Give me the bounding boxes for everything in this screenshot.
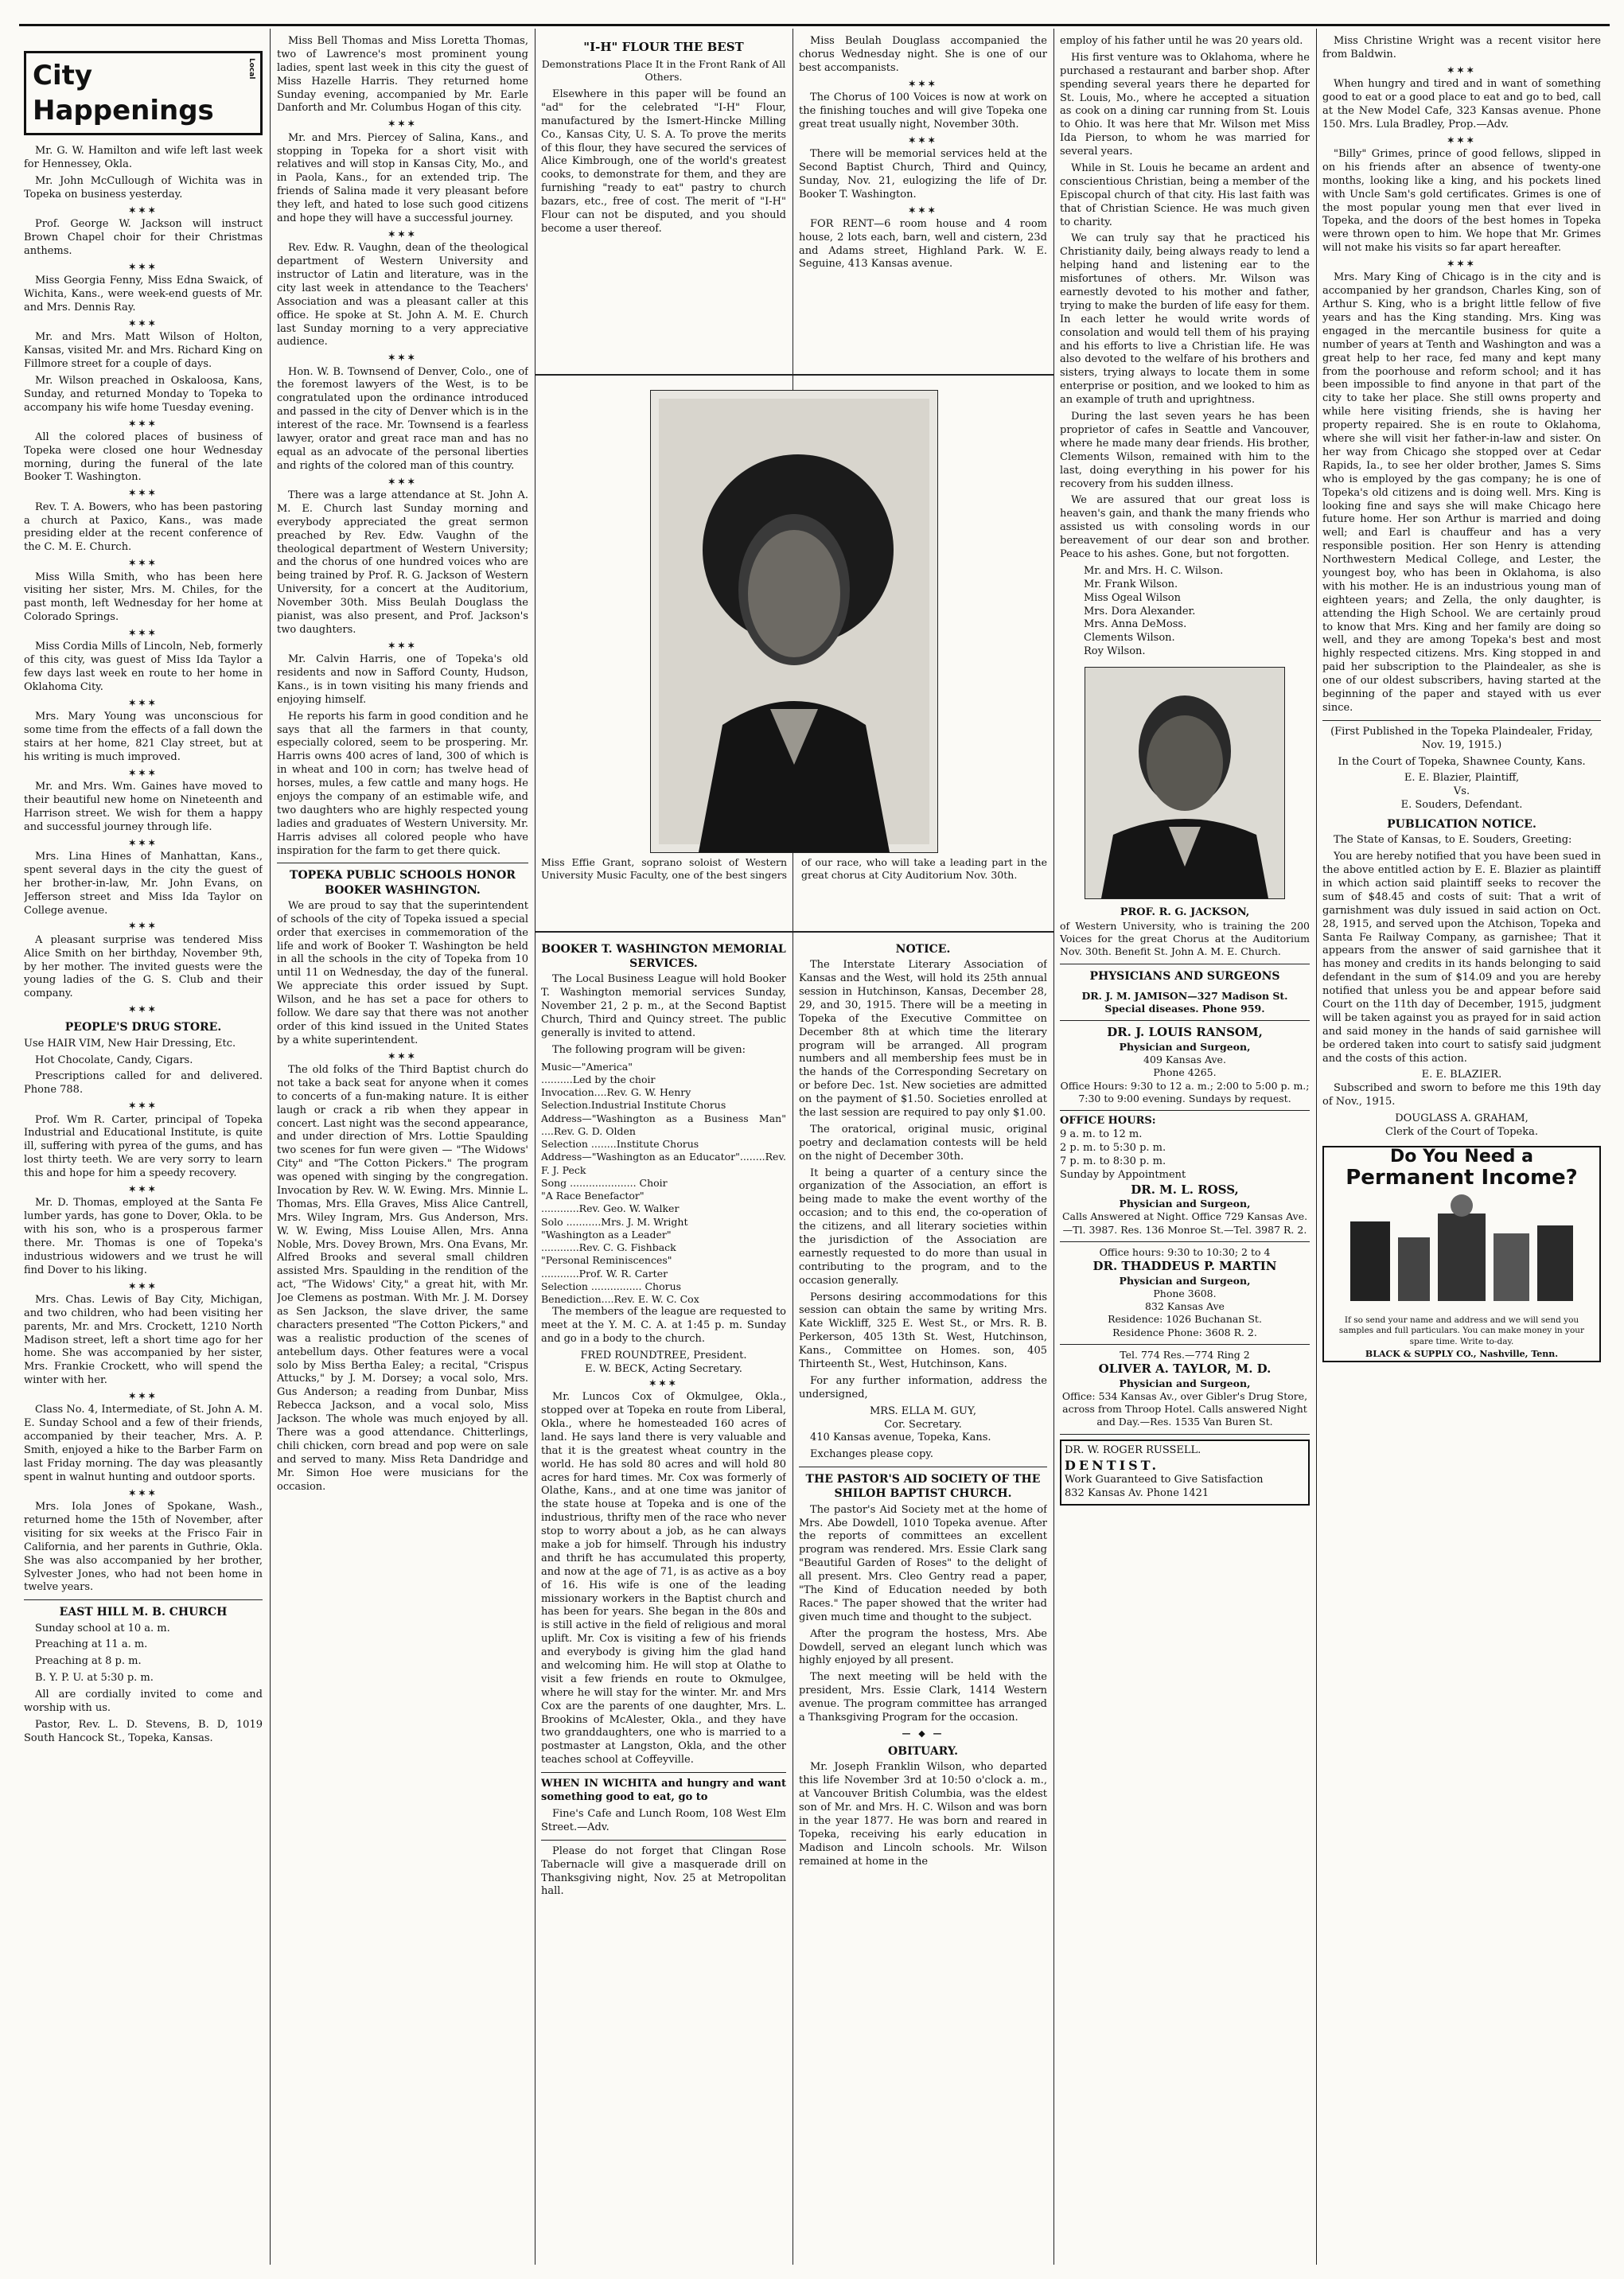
item: Miss Christine Wright was a recent visitor here from Baldwin.	[1322, 35, 1601, 60]
ross-name: DR. M. L. ROSS,	[1131, 1182, 1239, 1197]
separator: ✶✶✶	[128, 837, 158, 848]
separator: ✶✶✶	[388, 119, 418, 130]
program-line: Selection ................ Chorus	[541, 1280, 682, 1292]
item: Miss Beulah Douglass accompanied the chorus Wednesday night. She is one of our best accompanists.	[799, 35, 1047, 74]
program-list	[541, 1061, 786, 1307]
item: Mr. and Mrs. Wm. Gaines have moved to their beautiful new home on Nineteenth and Harrison street. We wish for them a happy and successful journey through life.	[24, 781, 263, 833]
ross-role: Physician and Surgeon,	[1119, 1198, 1251, 1210]
obituary-text: Mr. Joseph Franklin Wilson, who departed this life November 3rd at 10:50 o'clock a. m., at Vancouver British Columbia, was the eldest son of Mr. and Mrs. H. C. Wilson and was born in the year 1877. He was born and reared in Topeka, receiving his early education in Madison and Lincoln schools. Mr. Wilson remained at home in the	[799, 1761, 1047, 1868]
program-line: Song ..................... Choir	[541, 1176, 668, 1189]
item: A pleasant surprise was tendered Miss Alice Smith on her birthday, November 9th, by her mother. The invited guests were the young ladies of the G. S. Club and their company.	[24, 933, 263, 1000]
pastors-para: The pastor's Aid Society met at the home of Mrs. Abe Dowdell, 1010 Topeka avenue. After the reports of committees an excellent program was rendered. Mrs. Essie Clark sang "Beautiful Garden of Roses" to the delight of all present. Mrs. Cleo Gentry read a paper, "The Kind of Education needed by both Races." The paper showed that the writer had given much time and thought to the subject.	[799, 1503, 1047, 1623]
column-6	[1322, 35, 1601, 2263]
program-line: ............Rev. Geo. W. Walker	[541, 1202, 680, 1215]
separator: ✶✶✶	[128, 1004, 158, 1015]
martin-phone: Phone 3608.	[1153, 1287, 1217, 1299]
column-3-lower	[541, 937, 786, 2263]
church-line: Preaching at 8 p. m.	[35, 1655, 142, 1668]
item: The Chorus of 100 Voices is now at work on the finishing touches and will give Topeka one great treat usually night, November 30th.	[799, 91, 1047, 131]
separator: ✶✶✶	[128, 1391, 158, 1402]
income-foot: BLACK & SUPPLY CO., Nashville, Tenn.	[1365, 1349, 1559, 1360]
card-ransom	[1060, 1021, 1310, 1111]
separator: ✶✶✶	[1447, 259, 1477, 270]
item: Mr. John McCullough of Wichita was in Topeka on business yesterday.	[24, 175, 263, 201]
cox-item: Mr. Luncos Cox of Okmulgee, Okla., stopped over at Topeka en route from Liberal, Okla., where he homesteaded 160 acres of land. He says land there is very valuable and that it is the greatest wheat country in the world. He has sold 80 acres and will hold 80 acres for hard times. Mr. Cox was formerly of Olathe, Kans., and at one time was janitor of the state house at Topeka and is one of the industrious, thrifty men of the race who never stop to worry about a job, as he can always make a job for himself. Through his industry and thrift he has accumulated this property, and now at the age of 71, is as active as a boy of 16. His wife is one of the leading missionary workers in the Baptist church and has been for years. She began in the 80s and is still active in the field of religious and moral uplift. Mr. Cox is visiting a few of his friends and everybody is giving him the glad hand and welcoming him. He will stop at Olathe to visit a few friends en route to Okmulgee, where he will stay for the winter. Mr. and Mrs Cox are the parents of one daughter, Mrs. L. Brookins of McAlester, Okla., and they have two granddaughters, one who is married to a postmaster at Langston, Okla, and the other teaches school at Coffeyville.	[541, 1391, 786, 1767]
item: There will be memorial services held at the Second Baptist Church, Third and Quincy, Sunday, Nov. 21, eulogizing the life of Dr. Booker T. Washington.	[799, 147, 1047, 201]
item: Mr. D. Thomas, employed at the Santa Fe lumber yards, has gone to Dover, Okla. to be with his son, who is a prosperous farmer there. Mr. Thomas is one of Topeka's industrious widowers and we trust he will find Dover to his liking.	[24, 1197, 263, 1276]
program-line: "A Race Benefactor"	[541, 1190, 645, 1202]
separator: ✶✶✶	[128, 767, 158, 778]
obit-cont: We can truly say that he practiced his Christianity daily, being always ready to lend a helping hand and listening ear to the misfortunes of others. Mr. Wilson was earnestly devoted to his mother and father, trying to make the burden of life easy for them. In each letter he would write words of consolation and would tell them of his praying and his efforts to live a Christian life. He was also devoted to the welfare of his brothers and sisters, trying always to locate them in some enterprise or position, and we looked to him as an example of truth and uprightness.	[1060, 232, 1310, 407]
taylor-tel: Tel. 774 Res.—774 Ring 2	[1120, 1348, 1250, 1361]
item: All the colored places of business of Topeka were closed one hour Wednesday morning, during the funeral of the late Booker T. Washington.	[24, 430, 263, 484]
photo2-caption	[1060, 902, 1310, 964]
russell-role: DENTIST.	[1065, 1457, 1160, 1473]
separator: ✶✶✶	[908, 134, 938, 146]
separator: ✶✶✶	[128, 1183, 158, 1194]
family-member: Mr. Frank Wilson.	[1084, 578, 1178, 590]
legal-vs: Vs.	[1453, 785, 1470, 798]
divider	[541, 1840, 786, 1841]
item: Mr. and Mrs. Matt Wilson of Holton, Kansas, visited Mr. and Mrs. Richard King on Fillmore street for a couple of days.	[24, 331, 263, 370]
martin-res: Residence: 1026 Buchanan St.	[1108, 1313, 1262, 1326]
separator: ✶✶✶	[128, 261, 158, 272]
item: Rev. Edw. R. Vaughn, dean of the theological department of Western University and instructor of Latin and literature, was in the city last week in attendance to the Teachers' Association and was a pleasant caller at this office. He spoke at St. John A. M. E. Church last Sunday morning to a very appreciative audience.	[277, 242, 528, 349]
card-russell	[1060, 1439, 1310, 1506]
separator: ✶✶✶	[128, 488, 158, 499]
program-line: Solo ...........Mrs. J. M. Wright	[541, 1215, 688, 1228]
drugstore-line: Hot Chocolate, Candy, Cigars.	[35, 1054, 193, 1066]
column-1	[24, 35, 263, 2263]
program-line: Music—"America"	[541, 1060, 633, 1073]
legal-state: The State of Kansas, to E. Souders, Greeting:	[1334, 834, 1572, 847]
section-rule	[535, 374, 1053, 376]
column-rule	[270, 29, 271, 2265]
martin-resp: Residence Phone: 3608 R. 2.	[1112, 1326, 1257, 1338]
martin-pre: Office hours: 9:30 to 10:30; 2 to 4	[1099, 1245, 1271, 1258]
photo2-text: of Western University, who is training the 200 Voices for the great Chorus at the Auditorium Nov. 30th. Benefit St. John A. M. E. Church.	[1060, 919, 1310, 958]
column-4-lower	[799, 937, 1047, 2263]
legal-title: PUBLICATION NOTICE.	[1387, 818, 1536, 832]
separator: ✶✶✶	[128, 318, 158, 329]
directory-title: PHYSICIANS AND SURGEONS	[1089, 969, 1280, 983]
ross-hours: 9 a. m. to 12 m.	[1060, 1128, 1143, 1141]
drugstore-line: Prescriptions called for and delivered. Phone 788.	[24, 1070, 263, 1097]
flour-sub: Demonstrations Place It in the Front Rank of All Others.	[541, 57, 786, 83]
masthead-side: Local	[247, 58, 255, 80]
memorial-closing: The members of the league are requested to meet at the Y. M. C. A. at 1:45 p. m. Sunday and go in a body to the church.	[541, 1306, 786, 1346]
item: Miss Georgia Fenny, Miss Edna Swaick, of Wichita, Kans., were week-end guests of Mr. and Mrs. Dennis Ray.	[24, 275, 263, 314]
separator: ✶✶✶	[128, 628, 158, 639]
separator: ✶✶✶	[128, 1487, 158, 1498]
russell-name: DR. W. ROGER RUSSELL.	[1065, 1443, 1201, 1456]
family-member: Miss Ogeal Wilson	[1084, 591, 1181, 604]
separator: ✶✶✶	[1447, 134, 1477, 146]
separator: ✶✶✶	[128, 418, 158, 429]
family-member: Clements Wilson.	[1084, 632, 1175, 645]
family-member: Roy Wilson.	[1084, 645, 1146, 658]
column-rule	[1316, 29, 1317, 2265]
legal-plaintiff: E. E. Blazier, Plaintiff,	[1404, 772, 1520, 785]
notice-para: For any further information, address the undersigned,	[799, 1374, 1047, 1401]
masthead-title: City Happenings	[33, 60, 214, 127]
obit-cont: His first venture was to Oklahoma, where he purchased a restaurant and barber shop. After spending several years there he departed for St. Louis, Mo., where he accepted a situation as cook on a dining car running from St. Louis to Ohio. It was here that Mr. Wilson met Miss Ida Pierson, to whom he was married for several years.	[1060, 51, 1310, 158]
item: Mr. Calvin Harris, one of Topeka's old residents and now in Safford County, Hudson, Kans., is in town visiting his many friends and enjoying himself.	[277, 653, 528, 706]
obit-cont: We are assured that our great loss is heaven's gain, and thank the many friends who assisted us with consoling words in our bereavement of our dear son and brother. Peace to his ashes. Gone, but not forgotten.	[1060, 494, 1310, 560]
item: Miss Willa Smith, who has been here visiting her sister, Mrs. M. Chiles, for the past month, left Wednesday for her home at Colorado Springs.	[24, 571, 263, 624]
obituary-title: OBITUARY.	[888, 1745, 958, 1759]
legal-court: In the Court of Topeka, Shawnee County, Kans.	[1338, 755, 1586, 768]
column-4-top	[799, 35, 1047, 353]
masthead	[24, 51, 263, 135]
portrait-photo-rg-jackson	[1085, 667, 1285, 899]
divider	[1322, 720, 1601, 721]
family-member: Mr. and Mrs. H. C. Wilson.	[1084, 564, 1224, 577]
separator: ✶✶✶	[388, 640, 418, 651]
item: There was a large attendance at St. John A. M. E. Church last Sunday morning and everybody appreciated the great sermon preached by Rev. Edw. Vaughn of the theological department of Western University; and the chorus of one hundred voices who are being trained by Prof. R. G. Jackson of Western University, for a concert at the Auditorium, November 30th. Miss Beulah Douglass the pianist, was also present, and Prof. Jackson's two daughters.	[277, 489, 528, 636]
legal-clerk: DOUGLASS A. GRAHAM,	[1395, 1112, 1529, 1125]
top-rule	[19, 24, 1610, 26]
item: When hungry and tired and in want of something good to eat or a good place to eat and go to bed, call at the New Model Cafe, 323 Kansas avenue. Phone 150. Mrs. Lula Bradley, Prop.—Adv.	[1322, 78, 1601, 131]
ransom-phone: Phone 4265.	[1153, 1066, 1217, 1079]
income-ad	[1322, 1146, 1601, 1362]
wichita-text: Fine's Cafe and Lunch Room, 108 West Elm Street.—Adv.	[541, 1807, 786, 1833]
photo1-caption: Miss Effie Grant, soprano soloist of Western University Music Faculty, one of the best singers of our race, who will take a leading part in the great chorus at City Auditorium Nov. 30th.	[541, 856, 1047, 882]
item: Prof. George W. Jackson will instruct Brown Chapel choir for their Christmas anthems.	[24, 218, 263, 258]
legal-body: You are hereby notified that you have been sued in the above entitled action by E. E. Blazier as plaintiff in which action said plaintiff seeks to recover the sum of $48.45 and costs of suit: That a writ of garnishment was duly issued in said action on Oct. 28, 1915, and served upon the Atchison, Topeka and Santa Fe Railway Company, as garnishee; That it appears from the answer of said garnishee that it has money and credits in its hands belonging to said defendant in the sum of $14.09 and you are hereby notified that unless you be and appear before said Court on the 11th day of December, 1915, judgment will be taken against you as prayed for in said action and said money in the hands of said garnishee will be ordered taken into court to satisfy said judgment and the costs of this action.	[1322, 851, 1601, 1065]
notice-para: The Interstate Literary Association of Kansas and the West, will hold its 25th annual session in Hutchinson, Kansas, December 28, 29, and 30, 1915. There will be a meeting in Topeka of the Executive Committee on December 8th at which time the literary program will be arranged. All program numbers and all membership fees must be in the hands of the Corresponding Secretary on or before Dec. 1st. New societies are admitted on the payment of $1.50. Societies enrolled at the last session are required to pay only $1.00.	[799, 959, 1047, 1119]
flour-title: "I-H" FLOUR THE BEST	[583, 40, 744, 54]
memorial-intro: The Local Business League will hold Booker T. Washington memorial services Sunday, November 21, 2 p. m., at the Second Baptist Church, Third and Quincy street. The public generally is invited to attend.	[541, 973, 786, 1039]
obit-cont: During the last seven years he has been proprietor of cafes in Seattle and Vancouver, where he made many dear friends. His brother, Clements Wilson, remained with him to the last, doing everything in his power for his recovery from his sudden illness.	[1060, 411, 1310, 490]
item: Mr. Wilson preached in Oskaloosa, Kans, Sunday, and returned Monday to Topeka to accompany his wife home Tuesday evening.	[24, 374, 263, 414]
card-ross	[1060, 1111, 1310, 1242]
wichita-title: WHEN IN WICHITA and hungry and want something good to eat, go to	[541, 1778, 786, 1804]
section-rule	[535, 931, 1053, 933]
rent-ad: FOR RENT—6 room house and 4 room house, 2 lots each, barn, well and cistern, 23d and Adams street, Highland Park. W. E. Seguine, 413 Kansas avenue.	[799, 217, 1047, 271]
program-line: Benediction....Rev. E. W. C. Cox	[541, 1293, 699, 1306]
separator: ✶✶✶	[128, 1101, 158, 1112]
item: Miss Cordia Mills of Lincoln, Neb, formerly of this city, was guest of Miss Ida Taylor a few days last week en route to her home in Oklahoma City.	[24, 641, 263, 694]
photo-block	[541, 382, 1047, 931]
taylor-role: Physician and Surgeon,	[1119, 1377, 1251, 1389]
legal-clerk2: Clerk of the Court of Topeka.	[1385, 1125, 1538, 1138]
ross-hours: Sunday by Appointment	[1060, 1168, 1186, 1181]
church-title: EAST HILL M. B. CHURCH	[59, 1606, 228, 1619]
card-martin	[1060, 1242, 1310, 1345]
ross-hours: 2 p. m. to 5:30 p. m.	[1060, 1141, 1166, 1154]
separator: ✶✶✶	[388, 353, 418, 364]
legal-sign: E. E. BLAZIER.	[1421, 1069, 1502, 1081]
pastors-para: After the program the hostess, Mrs. Abe Dowdell, served an elegant lunch which was highly enjoyed by all present.	[799, 1627, 1047, 1667]
ransom-role: Physician and Surgeon,	[1119, 1040, 1251, 1053]
schools-title: TOPEKA PUBLIC SCHOOLS HONOR BOOKER WASHINGTON.	[290, 869, 516, 897]
income-body: If so send your name and address and we will send you samples and full particulars. You can make money in your spare time. Write to-day.	[1338, 1315, 1585, 1346]
item: He reports his farm in good condition and he says that all the farmers in that county, especially colored, seem to be prospering. Mr. Harris owns 400 acres of land, 300 of which is in wheat and 100 in corn; has twelve head of horses, mules, a few cattle and many hogs. He enjoys the company of an estimable wife, and two daughters who are highly respected young ladies and graduates of Western University. Mr. Harris advises all colored people who have inspiration for the farm to get there quick.	[277, 710, 528, 857]
item: "Billy" Grimes, prince of good fellows, slipped in on his friends after an absence of twenty-one months, looking like a king, and his pockets lined with Uncle Sam's gold certificates. Grimes is one of the most popular young men that ever lived in Topeka, and the doors of the best homes in Topeka were thrown open to him. We hope that Mr. Grimes will not make his visits so far apart hereafter.	[1322, 147, 1601, 255]
russell-l2: 832 Kansas Av. Phone 1421	[1065, 1487, 1209, 1500]
notice-sig: MRS. ELLA M. GUY,	[869, 1404, 977, 1417]
program-line: ............Rev. C. G. Fishback	[541, 1241, 676, 1254]
church-line: Sunday school at 10 a. m.	[35, 1622, 170, 1634]
memorial-intro2: The following program will be given:	[552, 1043, 746, 1056]
item: Prof. Wm R. Carter, principal of Topeka Industrial and Educational Institute, is quite ill, suffering with pyrea of the gums, and has lost thirty teeth. We are very sorry to learn this and hope for him a speedy recovery.	[24, 1113, 263, 1180]
program-line: "Washington as a Leader"	[541, 1228, 672, 1241]
ransom-name: DR. J. LOUIS RANSOM,	[1107, 1025, 1263, 1040]
family-member: Mrs. Anna DeMoss.	[1084, 618, 1187, 631]
ross-hours: 7 p. m. to 8:30 p. m.	[1060, 1155, 1166, 1167]
taylor-line: Office: 534 Kansas Av., over Gibler's Drug Store, across from Throop Hotel. Calls answered Night and Day.—Res. 1535 Van Buren St.	[1061, 1389, 1308, 1428]
separator: ✶✶✶	[1447, 64, 1477, 76]
card-taylor	[1060, 1345, 1310, 1435]
separator: ✶✶✶	[128, 921, 158, 932]
product-illustration	[1334, 1190, 1589, 1309]
church-line: All are cordially invited to come and worship with us.	[24, 1689, 263, 1714]
column-rule	[1053, 29, 1054, 2265]
divider	[24, 1599, 263, 1600]
masquerade: Please do not forget that Clingan Rose Tabernacle will give a masquerade drill on Thanksgiving night, Nov. 25 at Metropolitan hall.	[541, 1845, 786, 1898]
pastors-para: The next meeting will be held with the president, Mrs. Essie Clark, 1414 Western avenue. The program committee has arranged a Thanksgiving Program for the occasion.	[799, 1671, 1047, 1724]
item: Class No. 4, Intermediate, of St. John A. M. E. Sunday School and a few of their friends, accompanied by their teacher, Mrs. A. P. Smith, enjoyed a hike to the Barber Farm on last Friday morning. The day was pleasantly spent in walnut hunting and outdoor sports.	[24, 1404, 263, 1483]
ross-line: Calls Answered at Night. Office 729 Kansas Ave.—Tl. 3987. Res. 136 Monroe St.—Tel. 3987 R. 2.	[1061, 1210, 1308, 1236]
russell-l1: Work Guaranteed to Give Satisfaction	[1065, 1474, 1264, 1486]
program-line: Invocation....Rev. G. W. Henry	[541, 1086, 691, 1099]
separator: ✶✶✶	[128, 205, 158, 216]
flour-text: Elsewhere in this paper will be found an "ad" for the celebrated "I-H" Flour, manufactured by the Ismert-Hincke Milling Co., Kansas City, U. S. A. To prove the merits of this flour, they have secured the services of Alice Kimbrough, one of the world's greatest cooks, to demonstrate for them, and they are furnishing "ready to eat" pastry to church bazars, etc., free of cost. The merit of "I-H" Flour can not be disputed, and you should become a user thereof.	[541, 88, 786, 235]
income-line1: Do You Need a	[1390, 1146, 1533, 1167]
separator: ✶✶✶	[128, 558, 158, 569]
schools-text: The old folks of the Third Baptist church do not take a back seat for anyone when it comes to concerts of a fun-making nature. It is either laugh or crack a rib when they appear in concert. Last night was the second appearance, and under direction of Mrs. Lottie Spaulding two scenes for fun were given — "The Widows' City" and "The Cotton Pickers." The program was opened with singing by the congregation. Invocation by Rev. W. W. Ewing. Mrs. Minnie L. Thomas, Mrs. Ella Graves, Miss Alice Cantrell, Mrs. Wiley Ingram, Mrs. Gus Anderson, Mrs. W. W. Ewing, Miss Louise Allen, Mrs. Anna Noble, Mrs. Dovey Brown, Mrs. Ona Evans, Mr. Alfred Brooks and several small children assisted Mrs. Spaulding in the rendition of the act, "The Widows' City," a great hit, with Mr. Joe Clemens as postman. With Mr. J. M. Dorsey as Sen Jackson, the slave driver, the same characters presented "The Cotton Pickers," and was a realistic production of the scenes of antebellum days. Other features were a vocal solo by Miss Bertha Ealey; a recital, "Crispus Attucks," by J. M. Dorsey; a vocal solo, Mrs. Gus Anderson; a reading from Dunbar, Miss Rebecca Jackson, and a vocal solo, Miss Jackson. The whole was much enjoyed by all. There was a good attendance. Chitterlings, chili chicken, corn bread and pop were on sale and served to many. Miss Reta Dandridge and Mr. Simon Hoe were musicians for the occasion.	[277, 1063, 528, 1493]
program-line: ..........Led by the choir	[541, 1073, 656, 1085]
item: Mrs. Iola Jones of Spokane, Wash., returned home the 15th of November, after visiting for six weeks at the Frisco Fair in California, and her parents in Guthrie, Okla. She was also accompanied by her brother, Sylvester Jones, who had not been home in twelve years.	[24, 1501, 263, 1594]
martin-addr: 832 Kansas Ave	[1145, 1300, 1225, 1313]
column-5	[1060, 35, 1310, 2263]
legal-defendant: E. Souders, Defendant.	[1400, 799, 1523, 812]
drugstore-line: Use HAIR VIM, New Hair Dressing, Etc.	[24, 1037, 236, 1050]
notice-para: It being a quarter of a century since the organization of the Association, an effort is being made to make the event worthy of the occasion; and to this end, the co-operation of the citizens, and all literary societies within the jurisdiction of the Association are earnestly requested to do more than usual in contributing to the program, and to the occasion generally.	[799, 1167, 1047, 1287]
program-line: "Personal Reminiscences"	[541, 1254, 672, 1267]
item: Mrs. Mary King of Chicago is in the city and is accompanied by her grandson, Charles King, son of Arthur S. King, who is a bright little fellow of five years and has the King standing. Mrs. King was engaged in the mercantile business for quite a number of years at Tenth and Washington and was a great help to her race, fed many and kept many from the poorhouse and reform school; and it has been impossible to find anyone in that part of the city to take her place. She still owns property and while here visiting friends, she is having her property repaired. She is en route to Oklahoma, where she will visit her father-in-law and sister. On her way from Chicago she stopped over at Cedar Rapids, Ia., to see her older brother, James S. Sims who is employed by the gas company; he is one of Topeka's old citizens and is doing well. Mrs. King is looking fine and says she will make Chicago here future home. Her son Arthur is married and doing well; and Earl is chauffeur and has a very responsible position. Her son Henry is attending Northwestern Medical College, and Lester, the youngest boy, who has been in Oklahoma, is also with his mother. He is an industrious young man of eighteen years; and Zella, the only daughter, is attending the High School. We are certainly proud to know that Mrs. King and her family are doing so well, and they are among Topeka's best and most highly respected citizens. Mrs. King stopped in and paid her subscription to the Plaindealer, as she is one of our oldest subscribers, having started at the beginning of the paper and stayed with us ever since.	[1322, 271, 1601, 714]
family-member: Mrs. Dora Alexander.	[1084, 605, 1196, 617]
separator: ✶✶✶	[128, 1280, 158, 1291]
card-jamison	[1060, 986, 1310, 1022]
notice-exchanges: Exchanges please copy.	[810, 1448, 934, 1461]
divider	[541, 1772, 786, 1773]
item: Mrs. Mary Young was unconscious for some time from the effects of a fall down the stairs at her home, 821 Clay street, but at his writing is much improved.	[24, 711, 263, 763]
item: Mrs. Lina Hines of Manhattan, Kans., spent several days in the city the guest of her brother-in-law, Mr. John Evans, on Jefferson street and Miss Ida Taylor on College avenue.	[24, 850, 263, 917]
portrait-photo-effie-grant	[650, 390, 938, 853]
memorial-sign1: FRED ROUNDTREE, President.	[580, 1350, 747, 1362]
item: Hon. W. B. Townsend of Denver, Colo., one of the foremost lawyers of the West, is to be congratulated upon the ordinance introduced and passed in the city of Denver which is in the interest of the race. Mr. Townsend is a fearless lawyer, orator and great race man and has no equal as an advocate of the personal liberties and rights of the colored man of this country.	[277, 365, 528, 472]
memorial-sign2: E. W. BECK, Acting Secretary.	[585, 1363, 742, 1376]
program-line: Selection.Industrial Institute Chorus	[541, 1099, 726, 1112]
program-line: Address—"Washington as an Educator"........Rev. F. J. Peck	[541, 1151, 786, 1176]
martin-role: Physician and Surgeon,	[1119, 1274, 1251, 1287]
item: Mr. G. W. Hamilton and wife left last week for Hennessey, Okla.	[24, 145, 263, 171]
notice-title: NOTICE.	[895, 943, 951, 956]
ransom-addr: 409 Kansas Ave.	[1143, 1054, 1226, 1066]
taylor-name: OLIVER A. TAYLOR, M. D.	[1098, 1362, 1272, 1377]
item: Rev. T. A. Bowers, who has been pastoring a church at Paxico, Kans., was made presiding elder at the recent conference of the C. M. E. Church.	[24, 501, 263, 554]
income-line2: Permanent Income?	[1346, 1166, 1578, 1190]
pastors-title: THE PASTOR'S AID SOCIETY OF THE SHILOH BAPTIST CHURCH.	[805, 1473, 1041, 1501]
obit-cont: employ of his father until he was 20 years old.	[1060, 35, 1303, 47]
separator: ✶✶✶	[908, 205, 938, 216]
church-line: Preaching at 11 a. m.	[35, 1638, 148, 1651]
program-line: Address—"Washington as a Business Man" ....Rev. G. D. Olden	[541, 1112, 786, 1137]
church-line: Pastor, Rev. L. D. Stevens, B. D, 1019 South Hancock St., Topeka, Kansas.	[24, 1718, 263, 1744]
separator: ✶✶✶	[128, 697, 158, 708]
schools-text: We are proud to say that the superintendent of schools of the city of Topeka issued a special order that exercises in commemoration of the life and work of Booker T. Washington be held in all the schools in the city of Topeka from 10 until 11 on Wednesday, the day of the funeral. We appreciate this order issued by Supt. Wilson, and he has set a pace for others to follow. We dare say that there was not another order of this kind issued in the United States by a white superintendent.	[277, 899, 528, 1046]
separator: ✶✶✶	[648, 1377, 679, 1389]
item: Miss Bell Thomas and Miss Loretta Thomas, two of Lawrence's most prominent young ladies, spent last week in this city the guest of Miss Hazelle Harris. They returned home Sunday evening, accompanied by Mr. Earle Danforth and Mr. Columbus Hogan of this city.	[277, 35, 528, 115]
ransom-hours: Office Hours: 9:30 to 12 a. m.; 2:00 to 5:00 p. m.; 7:30 to 9:00 evening. Sundays by request.	[1060, 1079, 1310, 1104]
item: Mrs. Chas. Lewis of Bay City, Michigan, and two children, who had been visiting her parents, Mr. and Mrs. Crockett, 1210 North Madison street, left a short time ago for her home. She was accompanied by her sister, Mrs. Frankie Crockett, who will spend the winter with her.	[24, 1293, 263, 1387]
separator: ✶✶✶	[388, 228, 418, 240]
notice-sig2: Cor. Secretary.	[884, 1418, 962, 1431]
drugstore-title: PEOPLE'S DRUG STORE.	[64, 1021, 222, 1034]
memorial-title: BOOKER T. WASHINGTON MEMORIAL SERVICES.	[541, 943, 786, 971]
legal-sub: Subscribed and sworn to before me this 19th day of Nov., 1915.	[1322, 1082, 1601, 1108]
separator: ✶✶✶	[388, 1050, 418, 1062]
column-2	[277, 35, 528, 2263]
obit-cont: While in St. Louis he became an ardent and conscientious Christian, being a member of the Episcopal church of that city. His last faith was that of Christian Science. He was much given to charity.	[1060, 162, 1310, 228]
legal-pub: (First Published in the Topeka Plaindealer, Friday, Nov. 19, 1915.)	[1330, 725, 1593, 751]
separator: ✶✶✶	[908, 78, 938, 89]
family-list	[1060, 565, 1310, 659]
martin-name: DR. THADDEUS P. MARTIN	[1092, 1259, 1277, 1274]
notice-para: Persons desiring accommodations for this session can obtain the same by writing Mrs. Kate Wickliff, 325 E. West St., or Mrs. R. B. Perkerson, 405 13th St. West, Hutchinson, Kans., Committee on Homes. son, 405 Thirteenth St., West, Hutchinson, Kans.	[799, 1291, 1047, 1371]
church-line: B. Y. P. U. at 5:30 p. m.	[35, 1672, 154, 1685]
jamison-line: DR. J. M. JAMISON—327 Madison St. Special diseases. Phone 959.	[1081, 989, 1288, 1015]
photo2-name: PROF. R. G. JACKSON,	[1120, 906, 1250, 919]
separator: ✶✶✶	[388, 476, 418, 487]
notice-para: The oratorical, original music, original poetry and declamation contests will be held on the night of December 30th.	[799, 1123, 1047, 1163]
program-line: ............Prof. W. R. Carter	[541, 1267, 668, 1280]
ross-hdr: OFFICE HOURS:	[1060, 1115, 1156, 1128]
program-line: Selection ........Institute Chorus	[541, 1138, 699, 1151]
notice-addr: 410 Kansas avenue, Topeka, Kans.	[810, 1432, 991, 1444]
item: Mr. and Mrs. Piercey of Salina, Kans., and stopping in Topeka for a short visit with relatives and will stop in Kansas City, Mo., and in Paola, Kans., for an extended trip. The friends of Salina made it very pleasant before they left, and hated to lose such good citizens and hope they will have a successful journey.	[277, 131, 528, 224]
column-3-top	[541, 35, 786, 353]
separator: — ◆ —	[902, 1728, 944, 1739]
